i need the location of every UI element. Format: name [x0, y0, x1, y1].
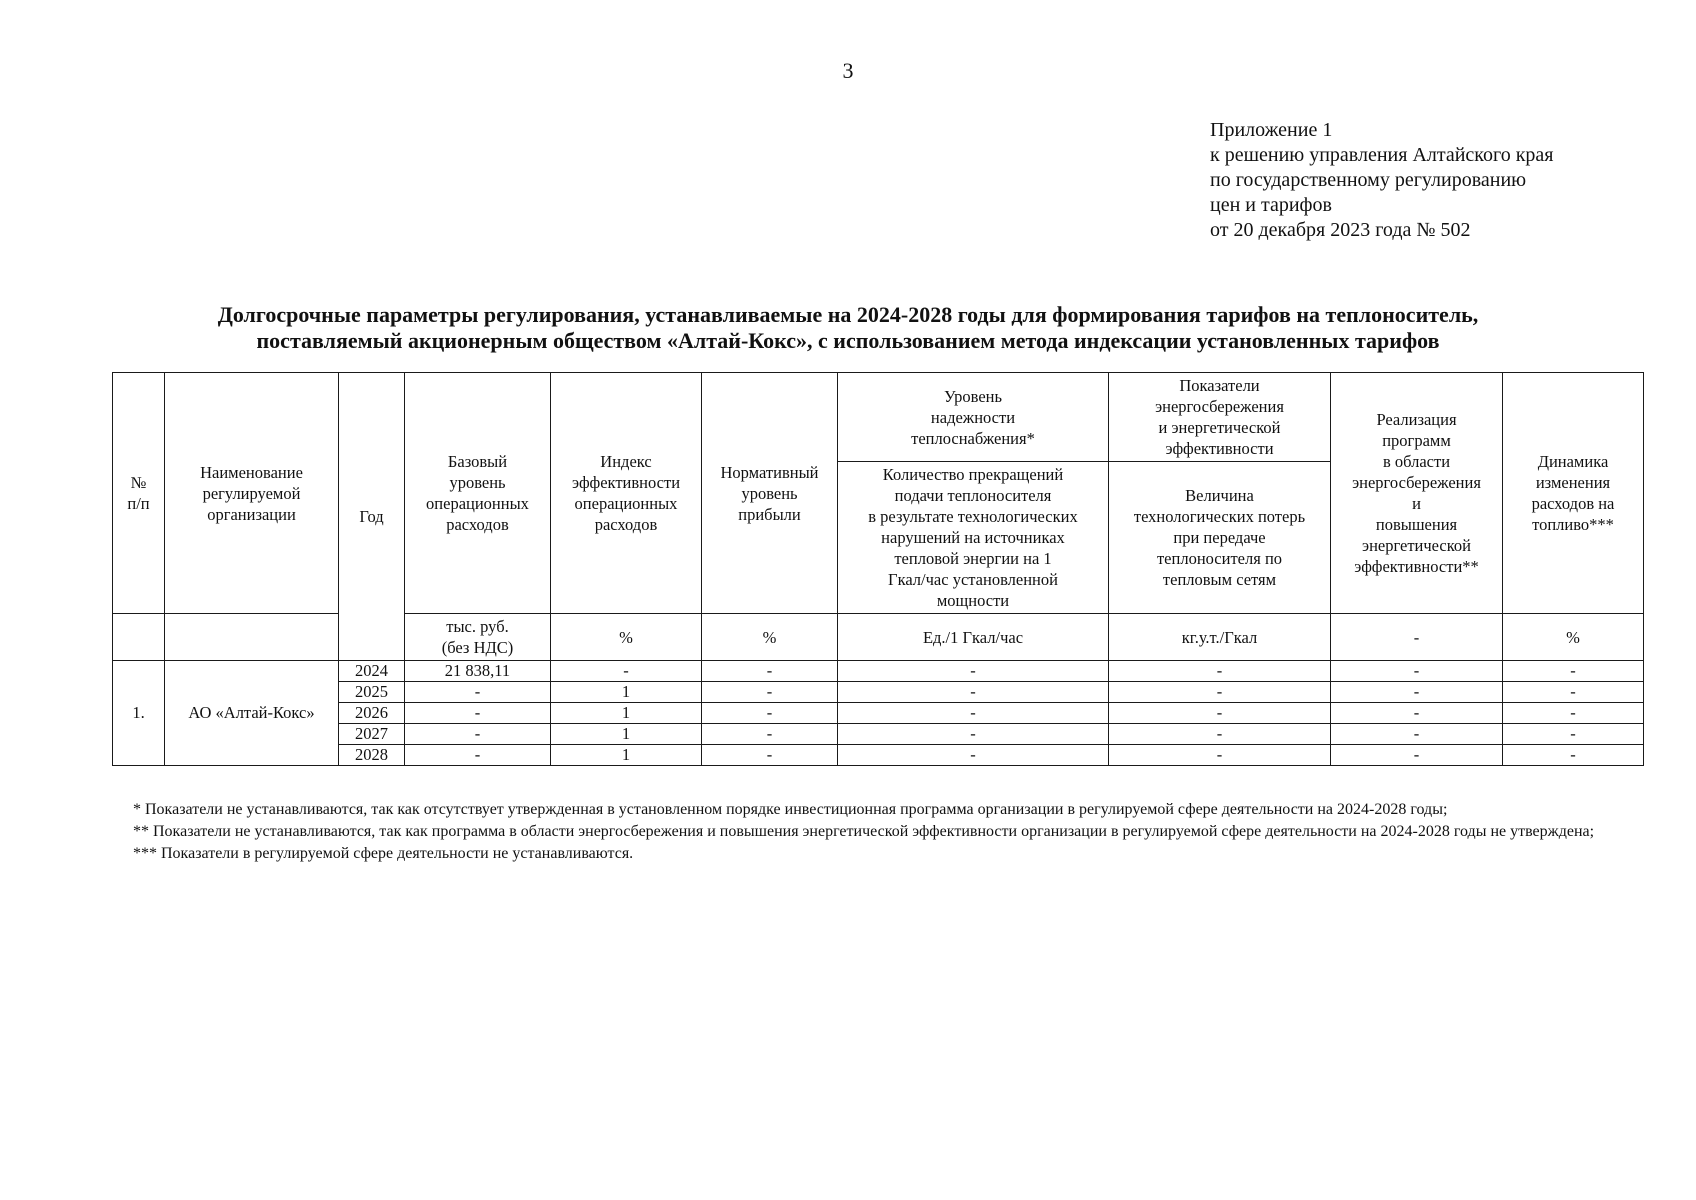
- unit-energy: кг.у.т./Гкал: [1109, 614, 1331, 661]
- cell-year: 2028: [339, 745, 405, 766]
- title-line-1: Долгосрочные параметры регулирования, устанавливаемые на 2024-2028 годы для формирования тарифов на теплоноситель,: [217, 302, 1479, 327]
- appendix-line: к решению управления Алтайского края: [1210, 144, 1554, 166]
- appendix-block: [1210, 118, 1554, 243]
- cell-fuel: -: [1503, 745, 1644, 766]
- header-efficiency-index: Индекс эффективности операционных расходов: [551, 373, 702, 614]
- header-energy-saving: Показатели энергосбережения и энергетической эффективности: [1109, 373, 1331, 462]
- cell-base: -: [405, 703, 551, 724]
- cell-programs: -: [1331, 703, 1503, 724]
- cell-reliability: -: [838, 661, 1109, 682]
- title-line-2: поставляемый акционерным обществом «Алтай-Кокс», с использованием метода индексации установленных тарифов: [256, 328, 1440, 353]
- header-year: Год: [339, 373, 405, 661]
- unit-num-empty: [113, 614, 165, 661]
- header-reliability: Уровень надежности теплоснабжения*: [838, 373, 1109, 462]
- cell-profit: -: [702, 703, 838, 724]
- cell-reliability: -: [838, 703, 1109, 724]
- table-row: [113, 724, 1644, 745]
- cell-base: -: [405, 745, 551, 766]
- cell-fuel: -: [1503, 682, 1644, 703]
- footnotes: [133, 800, 1623, 866]
- cell-energy: -: [1109, 724, 1331, 745]
- header-energy-sub: Величина технологических потерь при передаче теплоносителя по тепловым сетям: [1109, 462, 1331, 614]
- cell-index: 1: [551, 724, 702, 745]
- cell-index: 1: [551, 745, 702, 766]
- unit-base: тыс. руб. (без НДС): [405, 614, 551, 661]
- footnote-2: ** Показатели не устанавливаются, так как программа в области энергосбережения и повышения энергетической эффективности организации в регулируемой сфере деятельности на 2024-2028 годы не утверждена;: [133, 823, 1595, 840]
- cell-energy: -: [1109, 661, 1331, 682]
- cell-energy: -: [1109, 682, 1331, 703]
- cell-energy: -: [1109, 703, 1331, 724]
- table-row: [113, 682, 1644, 703]
- unit-profit: %: [702, 614, 838, 661]
- unit-org-empty: [165, 614, 339, 661]
- table-row: [113, 661, 1644, 682]
- unit-programs: -: [1331, 614, 1503, 661]
- unit-reliability: Ед./1 Гкал/час: [838, 614, 1109, 661]
- cell-reliability: -: [838, 682, 1109, 703]
- cell-profit: -: [702, 724, 838, 745]
- footnote-3: *** Показатели в регулируемой сфере деятельности не устанавливаются.: [133, 845, 634, 862]
- appendix-line: цен и тарифов: [1210, 194, 1332, 216]
- cell-base: 21 838,11: [405, 661, 551, 682]
- cell-year: 2024: [339, 661, 405, 682]
- cell-reliability: -: [838, 724, 1109, 745]
- cell-index: -: [551, 661, 702, 682]
- header-reliability-sub: Количество прекращений подачи теплоносителя в результате технологических нарушений на источниках тепловой энергии на 1 Гкал/час установленной мощности: [838, 462, 1109, 614]
- cell-year: 2026: [339, 703, 405, 724]
- table-row: [113, 703, 1644, 724]
- header-base-opex: Базовый уровень операционных расходов: [405, 373, 551, 614]
- cell-profit: -: [702, 745, 838, 766]
- header-org: Наименование регулируемой организации: [165, 373, 339, 614]
- page-number: 3: [842, 58, 854, 83]
- unit-fuel: %: [1503, 614, 1644, 661]
- header-fuel-dynamics: Динамика изменения расходов на топливо***: [1503, 373, 1644, 614]
- document-title: [0, 302, 1696, 354]
- cell-programs: -: [1331, 661, 1503, 682]
- footnote-1: * Показатели не устанавливаются, так как отсутствует утвержденная в установленном порядке инвестиционная программа организации в регулируемой сфере деятельности на 2024-2028 годы;: [133, 801, 1448, 818]
- appendix-line: Приложение 1: [1210, 119, 1333, 141]
- appendix-line: по государственному регулированию: [1210, 169, 1527, 191]
- appendix-line: от 20 декабря 2023 года № 502: [1210, 219, 1471, 241]
- unit-index: %: [551, 614, 702, 661]
- cell-programs: -: [1331, 724, 1503, 745]
- org-name: АО «Алтай-Кокс»: [165, 661, 339, 766]
- cell-profit: -: [702, 661, 838, 682]
- cell-fuel: -: [1503, 661, 1644, 682]
- cell-year: 2025: [339, 682, 405, 703]
- cell-base: -: [405, 682, 551, 703]
- cell-fuel: -: [1503, 724, 1644, 745]
- cell-fuel: -: [1503, 703, 1644, 724]
- header-num: № п/п: [113, 373, 165, 614]
- cell-programs: -: [1331, 745, 1503, 766]
- cell-year: 2027: [339, 724, 405, 745]
- cell-profit: -: [702, 682, 838, 703]
- cell-reliability: -: [838, 745, 1109, 766]
- table-row: [113, 745, 1644, 766]
- header-normative-profit: Нормативный уровень прибыли: [702, 373, 838, 614]
- org-number: 1.: [113, 661, 165, 766]
- cell-energy: -: [1109, 745, 1331, 766]
- cell-index: 1: [551, 703, 702, 724]
- cell-programs: -: [1331, 682, 1503, 703]
- header-programs: Реализация программ в области энергосбережения и повышения энергетической эффективности**: [1331, 373, 1503, 614]
- cell-index: 1: [551, 682, 702, 703]
- parameters-table: [112, 372, 1644, 766]
- cell-base: -: [405, 724, 551, 745]
